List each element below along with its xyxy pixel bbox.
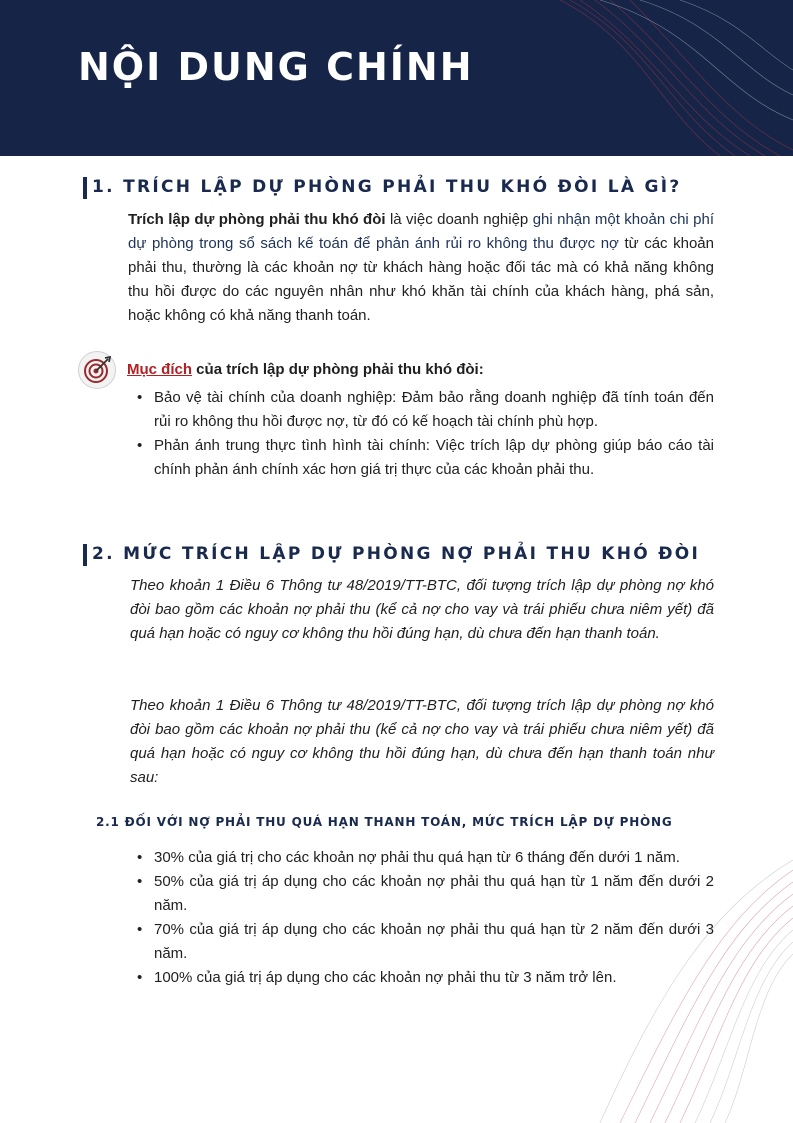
paragraph-text-b: từ các khoản phải thu, thường là các khoản nợ từ khách hàng hoặc đối tác mà có khả năng không thu hồi được do các nguyên nhân như khó khăn tài chính của khách hàng, phá sản, hoặc không có khả năng thanh toán.: [128, 235, 714, 324]
list-item: • 70% của giá trị áp dụng cho các khoản nợ phải thu quá hạn từ 2 năm đến dưới 3 năm.: [128, 918, 714, 966]
header-banner: [0, 0, 793, 156]
purpose-heading: [127, 358, 484, 382]
list-item: • 50% của giá trị áp dụng cho các khoản nợ phải thu quá hạn từ 1 năm đến dưới 2 năm.: [128, 870, 714, 918]
purpose-list: [128, 386, 714, 482]
list-item: • Bảo vệ tài chính của doanh nghiệp: Đảm bảo rằng doanh nghiệp đã tính toán đến rủi ro không thu hồi được nợ, từ đó có kế hoạch tài chính phù hợp.: [128, 386, 714, 434]
target-icon: [77, 350, 117, 390]
purpose-label: Mục đích: [127, 361, 193, 378]
section-2-paragraph-1: Theo khoản 1 Điều 6 Thông tư 48/2019/TT-BTC, đối tượng trích lập dự phòng nợ khó đòi bao gồm các khoản nợ phải thu (kể cả nợ cho vay và trái phiếu chưa niêm yết) đã quá hạn hoặc có nguy cơ không thu hồi đúng hạn, dù chưa đến hạn thanh toán.: [130, 577, 714, 642]
paragraph-highlight: ghi nhận một khoản chi phí dự phòng trong sổ sách kế toán để phản ánh rủi ro không thu được nợ: [128, 211, 715, 252]
section-1-paragraph: [128, 208, 714, 328]
page-title: NỘI DUNG CHÍNH: [78, 45, 474, 89]
term-bold: Trích lập dự phòng phải thu khó đòi: [128, 211, 386, 228]
section-2-title: 2. MỨC TRÍCH LẬP DỰ PHÒNG NỢ PHẢI THU KHÓ ĐÒI: [92, 544, 701, 564]
wave-decoration-icon: [560, 860, 793, 1123]
purpose-rest: của trích lập dự phòng phải thu khó đòi:: [192, 361, 484, 378]
list-item: • 100% của giá trị áp dụng cho các khoản nợ phải thu từ 3 năm trở lên.: [128, 966, 714, 990]
subsection-title: 2.1 ĐỐI VỚI NỢ PHẢI THU QUÁ HẠN THANH TOÁN, MỨC TRÍCH LẬP DỰ PHÒNG: [96, 815, 673, 829]
paragraph-text-a: là việc doanh nghiệp: [385, 211, 533, 228]
section-2-paragraph-2: Theo khoản 1 Điều 6 Thông tư 48/2019/TT-BTC, đối tượng trích lập dự phòng nợ khó đòi bao gồm các khoản nợ phải thu (kể cả nợ cho vay và trái phiếu chưa niêm yết) đã quá hạn hoặc có nguy cơ không thu hồi đúng hạn, dù chưa đến hạn thanh toán như sau:: [130, 697, 714, 786]
list-item: • 30% của giá trị cho các khoản nợ phải thu quá hạn từ 6 tháng đến dưới 1 năm.: [128, 846, 714, 870]
section-1-title: 1. TRÍCH LẬP DỰ PHÒNG PHẢI THU KHÓ ĐÒI LÀ GÌ?: [92, 177, 682, 197]
list-item: • Phản ánh trung thực tình hình tài chính: Việc trích lập dự phòng giúp báo cáo tài chính phản ánh chính xác hơn giá trị thực của các khoản phải thu.: [128, 434, 714, 482]
